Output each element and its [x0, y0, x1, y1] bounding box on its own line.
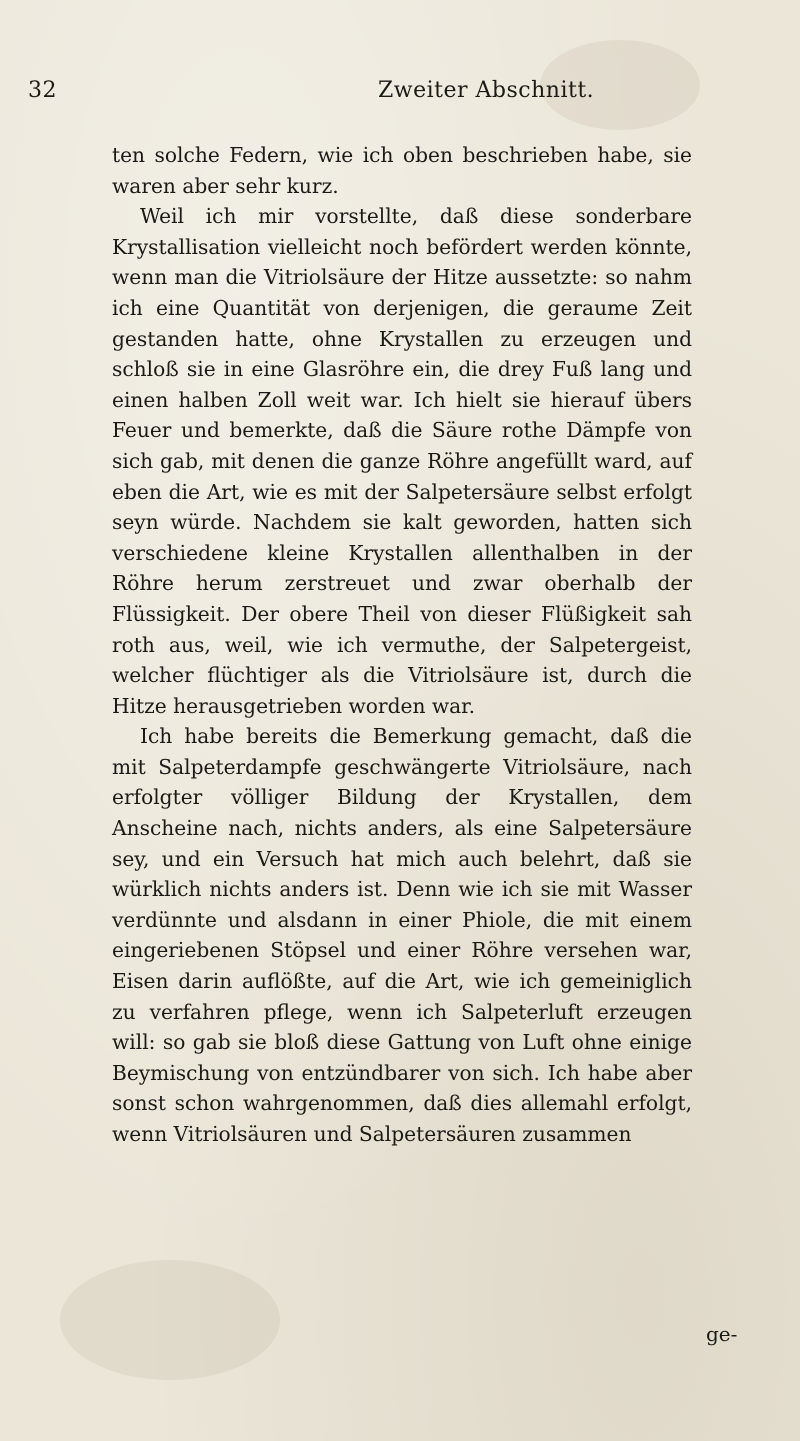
running-head: Zweiter Abschnitt. [378, 78, 595, 103]
paragraph: Ich habe bereits die Bemerkung gemacht, daß die mit Salpeterdampfe geschwängerte Vitriolsäure, nach erfolgter völliger Bildung der Krystallen, dem Anscheine nach, nichts anders, als eine Salpetersäure sey, und ein Versuch hat mich auch belehrt, daß sie würklich nichts anders ist. Denn wie ich sie mit Wasser verdünnte und alsdann in einer Phiole, die mit einem eingeriebenen Stöpsel und einer Röhre versehen war, Eisen darin auflößte, auf die Art, wie ich gemeiniglich zu verfahren pflege, wenn ich Salpeterluft erzeugen will: so gab sie bloß diese Gattung von Luft ohne einige Beymischung von entzündbarer von sich. Ich habe aber sonst schon wahrgenommen, daß dies allemahl erfolgt, wenn Vitriolsäuren und Salpetersäuren zusammen [112, 724, 692, 1146]
page-header [28, 78, 728, 118]
paragraph: ten solche Federn, wie ich oben beschrieben habe, sie waren aber sehr kurz. [112, 143, 692, 198]
body-text [112, 140, 692, 1150]
paragraph: Weil ich mir vorstellte, daß diese sonderbare Krystallisation vielleicht noch befördert werden könnte, wenn man die Vitriolsäure der Hitze aussetzte: so nahm ich eine Quantität von derjenigen, die geraume Zeit gestanden hatte, ohne Krystallen zu erzeugen und schloß sie in eine Glasröhre ein, die drey Fuß lang und einen halben Zoll weit war. Ich hielt sie hierauf übers Feuer und bemerkte, daß die Säure rothe Dämpfe von sich gab, mit denen die ganze Röhre angefüllt ward, auf eben die Art, wie es mit der Salpetersäure selbst erfolgt seyn würde. Nachdem sie kalt geworden, hatten sich verschiedene kleine Krystallen allenthalben in der Röhre herum zerstreuet und zwar oberhalb der Flüssigkeit. Der obere Theil von dieser Flüßigkeit sah roth aus, weil, wie ich vermuthe, der Salpetergeist, welcher flüchtiger als die Vitriolsäure ist, durch die Hitze herausgetrieben worden war. [112, 204, 692, 718]
page-number: 32 [28, 78, 57, 103]
paper-stain [60, 1260, 280, 1380]
catchword: ge- [706, 1322, 738, 1346]
